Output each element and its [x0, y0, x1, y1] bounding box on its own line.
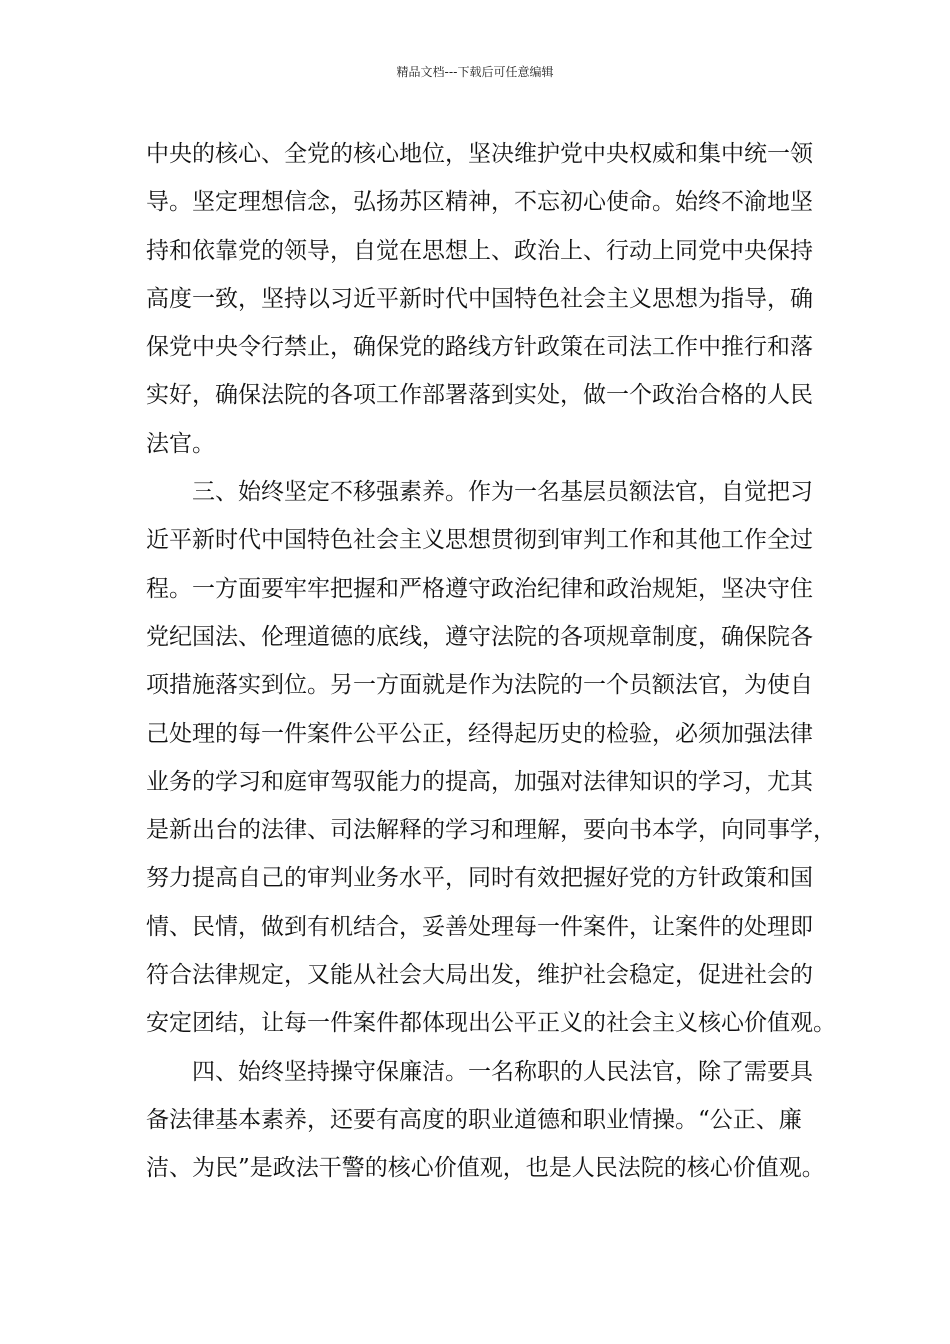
text-line: 三、始终坚定不移强素养。作为一名基层员额法官，自觉把习 [192, 479, 813, 506]
text-line: 是新出台的法律、司法解释的学习和理解，要向书本学，向同事学， [146, 817, 836, 844]
text-line: 情、民情，做到有机结合，妥善处理每一件案件，让案件的处理即 [146, 913, 813, 940]
text-line: 己处理的每一件案件公平公正，经得起历史的检验，必须加强法律 [146, 720, 813, 747]
text-line: 实好，确保法院的各项工作部署落到实处，做一个政治合格的人民 [146, 382, 813, 409]
text-line: 近平新时代中国特色社会主义思想贯彻到审判工作和其他工作全过 [146, 527, 813, 554]
text-line: 符合法律规定，又能从社会大局出发，维护社会稳定，促进社会的 [146, 962, 813, 989]
text-line: 高度一致，坚持以习近平新时代中国特色社会主义思想为指导，确 [146, 285, 813, 312]
text-line: 业务的学习和庭审驾驭能力的提高，加强对法律知识的学习，尤其 [146, 768, 813, 795]
text-line: 导。坚定理想信念，弘扬苏区精神，不忘初心使命。始终不渝地坚 [146, 189, 813, 216]
text-line: 法官。 [146, 430, 215, 457]
text-line: 党纪国法、伦理道德的底线，遵守法院的各项规章制度，确保院各 [146, 623, 813, 650]
text-line: 备法律基本素养，还要有高度的职业道德和职业情操。“公正、廉 [146, 1106, 802, 1133]
text-line: 持和依靠党的领导，自觉在思想上、政治上、行动上同党中央保持 [146, 237, 813, 264]
text-line: 安定团结，让每一件案件都体现出公平正义的社会主义核心价值观。 [146, 1010, 836, 1037]
text-line: 程。一方面要牢牢把握和严格遵守政治纪律和政治规矩，坚决守住 [146, 575, 813, 602]
text-line: 保党中央令行禁止，确保党的路线方针政策在司法工作中推行和落 [146, 334, 813, 361]
text-line: 努力提高自己的审判业务水平，同时有效把握好党的方针政策和国 [146, 865, 813, 892]
page-header: 精品文档---下载后可任意编辑 [396, 65, 554, 79]
text-line: 洁、为民”是政法干警的核心价值观，也是人民法院的核心价值观。 [146, 1155, 825, 1182]
text-line: 项措施落实到位。另一方面就是作为法院的一个员额法官，为使自 [146, 672, 813, 699]
text-line: 中央的核心、全党的核心地位，坚决维护党中央权威和集中统一领 [146, 141, 813, 167]
document-body [146, 130, 836, 1193]
text-line: 四、始终坚持操守保廉洁。一名称职的人民法官，除了需要具 [192, 1058, 813, 1085]
